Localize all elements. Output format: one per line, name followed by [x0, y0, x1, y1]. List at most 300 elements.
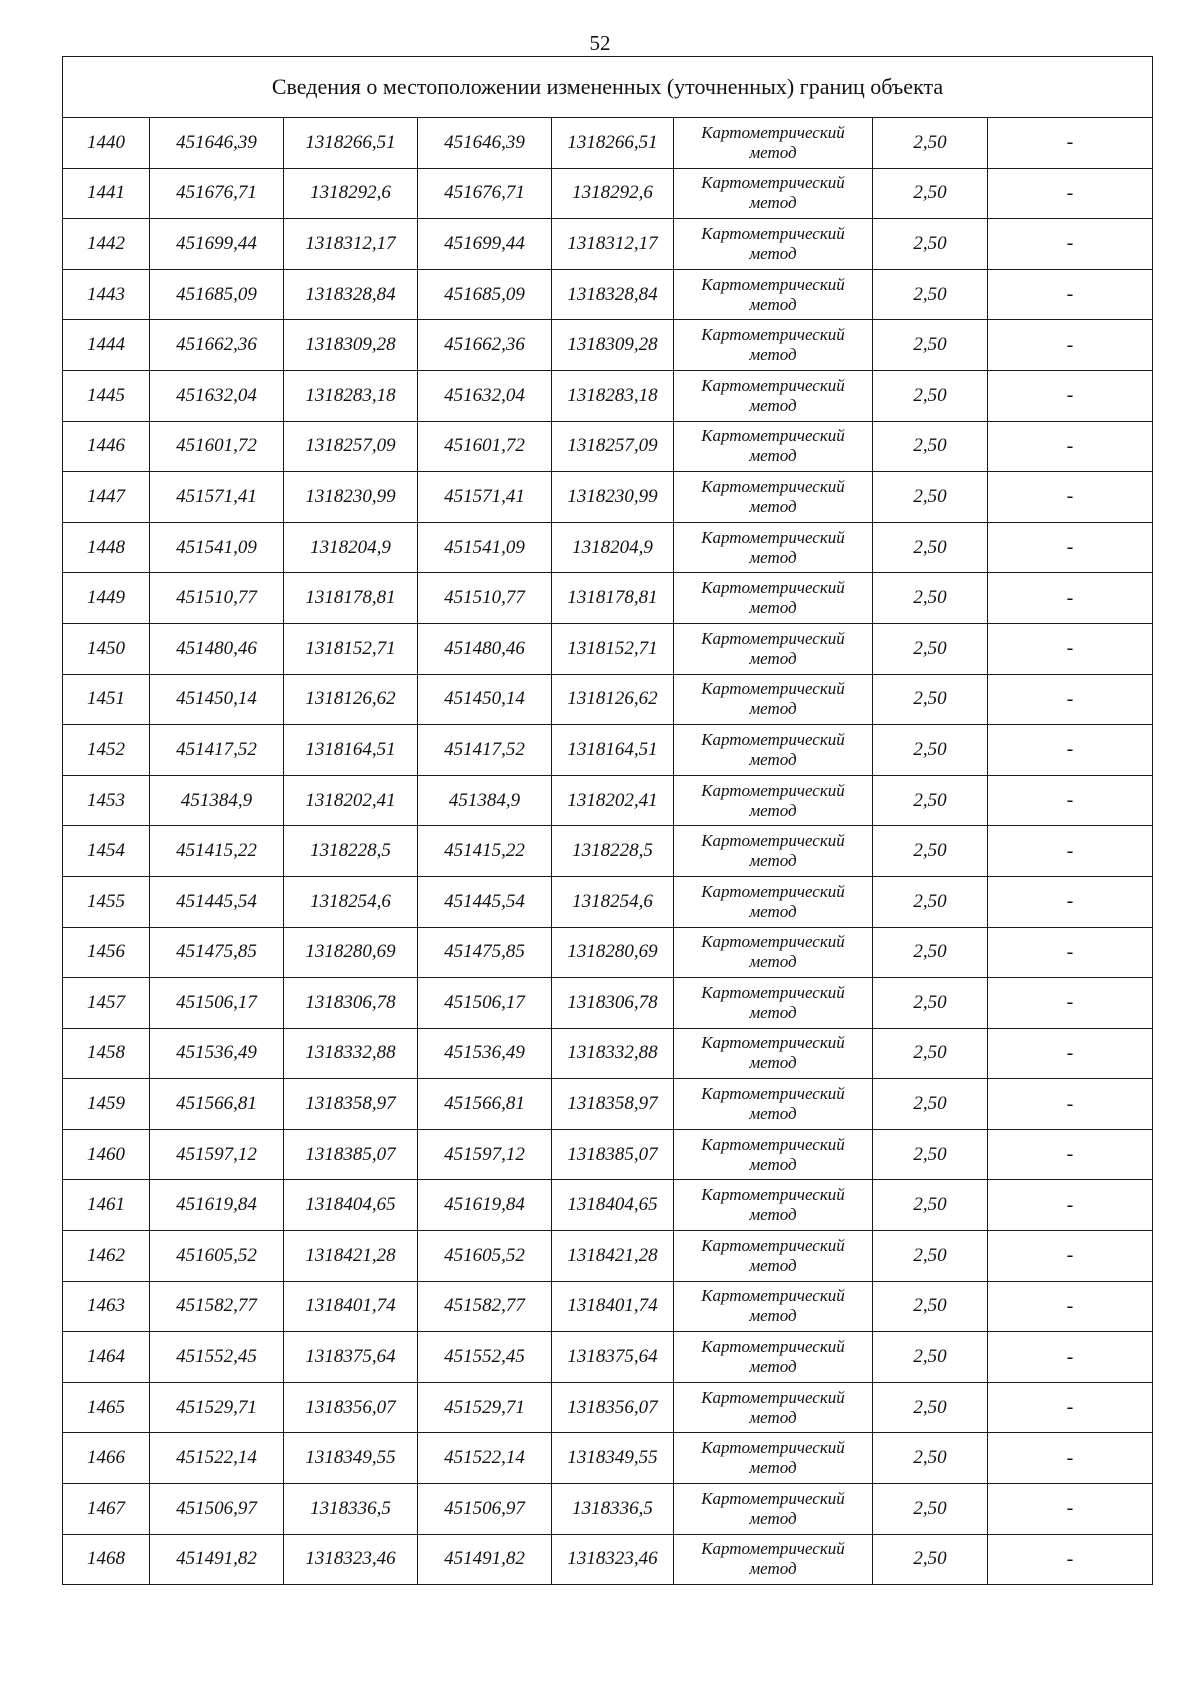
- existing-x-cell: 451384,9: [150, 775, 284, 826]
- accuracy-cell: 2,50: [873, 1484, 988, 1535]
- method-line1: Картометрический: [701, 1033, 845, 1053]
- method-line2: метод: [749, 1306, 797, 1326]
- accuracy-cell: 2,50: [873, 168, 988, 219]
- updated-x-cell: 451510,77: [418, 573, 552, 624]
- note-cell: -: [988, 573, 1153, 624]
- method-line2: метод: [749, 1559, 797, 1579]
- note-cell: -: [988, 522, 1153, 573]
- method-cell: [674, 522, 873, 573]
- accuracy-cell: 2,50: [873, 1129, 988, 1180]
- existing-x-cell: 451646,39: [150, 118, 284, 169]
- accuracy-cell: 2,50: [873, 573, 988, 624]
- method-line2: метод: [749, 1255, 797, 1275]
- method-line2: метод: [749, 800, 797, 820]
- method-line2: метод: [749, 142, 797, 162]
- existing-x-cell: 451491,82: [150, 1534, 284, 1585]
- method-line1: Картометрический: [701, 1185, 845, 1205]
- accuracy-cell: 2,50: [873, 674, 988, 725]
- method-line1: Картометрический: [701, 1084, 845, 1104]
- method-cell: [674, 725, 873, 776]
- updated-y-cell: 1318312,17: [552, 219, 674, 270]
- accuracy-cell: 2,50: [873, 1028, 988, 1079]
- existing-x-cell: 451597,12: [150, 1129, 284, 1180]
- note-cell: -: [988, 1433, 1153, 1484]
- updated-y-cell: 1318266,51: [552, 118, 674, 169]
- updated-x-cell: 451552,45: [418, 1332, 552, 1383]
- existing-x-cell: 451619,84: [150, 1180, 284, 1231]
- method-line2: метод: [749, 294, 797, 314]
- existing-x-cell: 451699,44: [150, 219, 284, 270]
- point-number-cell: 1467: [63, 1484, 150, 1535]
- existing-x-cell: 451541,09: [150, 522, 284, 573]
- existing-y-cell: 1318336,5: [284, 1484, 418, 1535]
- updated-x-cell: 451632,04: [418, 370, 552, 421]
- point-number-cell: 1448: [63, 522, 150, 573]
- existing-x-cell: 451552,45: [150, 1332, 284, 1383]
- method-line2: метод: [749, 1357, 797, 1377]
- method-line2: метод: [749, 1104, 797, 1124]
- method-line1: Картометрический: [701, 325, 845, 345]
- accuracy-cell: 2,50: [873, 522, 988, 573]
- updated-y-cell: 1318204,9: [552, 522, 674, 573]
- accuracy-cell: 2,50: [873, 1534, 988, 1585]
- accuracy-cell: 2,50: [873, 320, 988, 371]
- updated-x-cell: 451601,72: [418, 421, 552, 472]
- existing-x-cell: 451522,14: [150, 1433, 284, 1484]
- existing-x-cell: 451529,71: [150, 1382, 284, 1433]
- note-cell: -: [988, 725, 1153, 776]
- method-cell: [674, 674, 873, 725]
- existing-y-cell: 1318349,55: [284, 1433, 418, 1484]
- updated-y-cell: 1318152,71: [552, 623, 674, 674]
- method-cell: [674, 876, 873, 927]
- existing-y-cell: 1318204,9: [284, 522, 418, 573]
- method-line2: метод: [749, 1407, 797, 1427]
- method-cell: [674, 978, 873, 1029]
- point-number-cell: 1445: [63, 370, 150, 421]
- existing-y-cell: 1318292,6: [284, 168, 418, 219]
- table-row: [63, 573, 1153, 624]
- existing-x-cell: 451445,54: [150, 876, 284, 927]
- existing-y-cell: 1318421,28: [284, 1231, 418, 1282]
- existing-x-cell: 451632,04: [150, 370, 284, 421]
- accuracy-cell: 2,50: [873, 421, 988, 472]
- accuracy-cell: 2,50: [873, 1079, 988, 1130]
- updated-x-cell: 451699,44: [418, 219, 552, 270]
- note-cell: -: [988, 370, 1153, 421]
- note-cell: -: [988, 269, 1153, 320]
- updated-y-cell: 1318358,97: [552, 1079, 674, 1130]
- table-row: [63, 1281, 1153, 1332]
- existing-y-cell: 1318404,65: [284, 1180, 418, 1231]
- updated-y-cell: 1318349,55: [552, 1433, 674, 1484]
- point-number-cell: 1465: [63, 1382, 150, 1433]
- note-cell: -: [988, 1028, 1153, 1079]
- updated-y-cell: 1318178,81: [552, 573, 674, 624]
- updated-y-cell: 1318306,78: [552, 978, 674, 1029]
- method-line2: метод: [749, 1002, 797, 1022]
- existing-y-cell: 1318164,51: [284, 725, 418, 776]
- updated-x-cell: 451475,85: [418, 927, 552, 978]
- point-number-cell: 1468: [63, 1534, 150, 1585]
- method-cell: [674, 118, 873, 169]
- existing-y-cell: 1318358,97: [284, 1079, 418, 1130]
- updated-y-cell: 1318254,6: [552, 876, 674, 927]
- existing-x-cell: 451506,97: [150, 1484, 284, 1535]
- method-line2: метод: [749, 1458, 797, 1478]
- method-line1: Картометрический: [701, 1539, 845, 1559]
- accuracy-cell: 2,50: [873, 472, 988, 523]
- updated-x-cell: 451597,12: [418, 1129, 552, 1180]
- table-row: [63, 472, 1153, 523]
- table-row: [63, 269, 1153, 320]
- accuracy-cell: 2,50: [873, 118, 988, 169]
- point-number-cell: 1464: [63, 1332, 150, 1383]
- table-body: [63, 118, 1153, 1585]
- accuracy-cell: 2,50: [873, 269, 988, 320]
- existing-y-cell: 1318202,41: [284, 775, 418, 826]
- method-line2: метод: [749, 193, 797, 213]
- updated-x-cell: 451541,09: [418, 522, 552, 573]
- note-cell: -: [988, 1129, 1153, 1180]
- method-line1: Картометрический: [701, 1235, 845, 1255]
- note-cell: -: [988, 1534, 1153, 1585]
- existing-y-cell: 1318323,46: [284, 1534, 418, 1585]
- method-line1: Картометрический: [701, 578, 845, 598]
- method-cell: [674, 1231, 873, 1282]
- existing-x-cell: 451480,46: [150, 623, 284, 674]
- updated-y-cell: 1318292,6: [552, 168, 674, 219]
- existing-x-cell: 451676,71: [150, 168, 284, 219]
- updated-x-cell: 451619,84: [418, 1180, 552, 1231]
- table-row: [63, 168, 1153, 219]
- point-number-cell: 1451: [63, 674, 150, 725]
- method-line2: метод: [749, 598, 797, 618]
- method-cell: [674, 1028, 873, 1079]
- accuracy-cell: 2,50: [873, 1433, 988, 1484]
- note-cell: -: [988, 1180, 1153, 1231]
- method-line1: Картометрический: [701, 1387, 845, 1407]
- existing-x-cell: 451566,81: [150, 1079, 284, 1130]
- note-cell: -: [988, 623, 1153, 674]
- method-line1: Картометрический: [701, 780, 845, 800]
- method-line2: метод: [749, 1205, 797, 1225]
- existing-y-cell: 1318283,18: [284, 370, 418, 421]
- table-row: [63, 1028, 1153, 1079]
- updated-y-cell: 1318404,65: [552, 1180, 674, 1231]
- note-cell: -: [988, 978, 1153, 1029]
- table-row: [63, 1433, 1153, 1484]
- updated-x-cell: 451536,49: [418, 1028, 552, 1079]
- method-cell: [674, 472, 873, 523]
- method-line1: Картометрический: [701, 1134, 845, 1154]
- method-line1: Картометрический: [701, 729, 845, 749]
- method-line2: метод: [749, 547, 797, 567]
- updated-x-cell: 451445,54: [418, 876, 552, 927]
- method-line1: Картометрический: [701, 1488, 845, 1508]
- existing-x-cell: 451510,77: [150, 573, 284, 624]
- note-cell: -: [988, 1382, 1153, 1433]
- accuracy-cell: 2,50: [873, 775, 988, 826]
- boundary-coordinates-table: [62, 56, 1153, 1585]
- existing-x-cell: 451417,52: [150, 725, 284, 776]
- point-number-cell: 1453: [63, 775, 150, 826]
- point-number-cell: 1457: [63, 978, 150, 1029]
- existing-y-cell: 1318257,09: [284, 421, 418, 472]
- method-line1: Картометрический: [701, 1438, 845, 1458]
- point-number-cell: 1456: [63, 927, 150, 978]
- existing-x-cell: 451662,36: [150, 320, 284, 371]
- table-row: [63, 522, 1153, 573]
- updated-x-cell: 451582,77: [418, 1281, 552, 1332]
- method-cell: [674, 1180, 873, 1231]
- accuracy-cell: 2,50: [873, 1231, 988, 1282]
- method-cell: [674, 1433, 873, 1484]
- method-cell: [674, 1079, 873, 1130]
- updated-y-cell: 1318375,64: [552, 1332, 674, 1383]
- method-line2: метод: [749, 496, 797, 516]
- updated-y-cell: 1318323,46: [552, 1534, 674, 1585]
- existing-x-cell: 451506,17: [150, 978, 284, 1029]
- point-number-cell: 1462: [63, 1231, 150, 1282]
- note-cell: -: [988, 472, 1153, 523]
- method-line1: Картометрический: [701, 881, 845, 901]
- method-line1: Картометрический: [701, 932, 845, 952]
- updated-y-cell: 1318280,69: [552, 927, 674, 978]
- updated-y-cell: 1318228,5: [552, 826, 674, 877]
- method-line1: Картометрический: [701, 628, 845, 648]
- method-line2: метод: [749, 243, 797, 263]
- method-cell: [674, 1129, 873, 1180]
- table-row: [63, 219, 1153, 270]
- method-cell: [674, 573, 873, 624]
- method-cell: [674, 775, 873, 826]
- accuracy-cell: 2,50: [873, 219, 988, 270]
- accuracy-cell: 2,50: [873, 1180, 988, 1231]
- existing-y-cell: 1318332,88: [284, 1028, 418, 1079]
- existing-y-cell: 1318328,84: [284, 269, 418, 320]
- method-line2: метод: [749, 395, 797, 415]
- method-cell: [674, 1281, 873, 1332]
- method-line2: метод: [749, 648, 797, 668]
- note-cell: -: [988, 826, 1153, 877]
- accuracy-cell: 2,50: [873, 1382, 988, 1433]
- existing-x-cell: 451605,52: [150, 1231, 284, 1282]
- method-line1: Картометрический: [701, 831, 845, 851]
- updated-x-cell: 451417,52: [418, 725, 552, 776]
- updated-x-cell: 451646,39: [418, 118, 552, 169]
- point-number-cell: 1461: [63, 1180, 150, 1231]
- updated-y-cell: 1318257,09: [552, 421, 674, 472]
- existing-x-cell: 451415,22: [150, 826, 284, 877]
- existing-y-cell: 1318266,51: [284, 118, 418, 169]
- note-cell: -: [988, 674, 1153, 725]
- updated-x-cell: 451571,41: [418, 472, 552, 523]
- method-line2: метод: [749, 901, 797, 921]
- updated-x-cell: 451566,81: [418, 1079, 552, 1130]
- note-cell: -: [988, 1484, 1153, 1535]
- updated-x-cell: 451662,36: [418, 320, 552, 371]
- updated-y-cell: 1318283,18: [552, 370, 674, 421]
- point-number-cell: 1447: [63, 472, 150, 523]
- updated-y-cell: 1318336,5: [552, 1484, 674, 1535]
- updated-x-cell: 451506,17: [418, 978, 552, 1029]
- method-cell: [674, 1534, 873, 1585]
- accuracy-cell: 2,50: [873, 978, 988, 1029]
- point-number-cell: 1459: [63, 1079, 150, 1130]
- method-line2: метод: [749, 1508, 797, 1528]
- method-cell: [674, 421, 873, 472]
- method-cell: [674, 320, 873, 371]
- existing-x-cell: 451601,72: [150, 421, 284, 472]
- existing-y-cell: 1318375,64: [284, 1332, 418, 1383]
- updated-x-cell: 451605,52: [418, 1231, 552, 1282]
- method-line2: метод: [749, 699, 797, 719]
- accuracy-cell: 2,50: [873, 623, 988, 674]
- method-line2: метод: [749, 952, 797, 972]
- updated-y-cell: 1318309,28: [552, 320, 674, 371]
- point-number-cell: 1443: [63, 269, 150, 320]
- point-number-cell: 1454: [63, 826, 150, 877]
- method-cell: [674, 1332, 873, 1383]
- method-line1: Картометрический: [701, 274, 845, 294]
- existing-y-cell: 1318126,62: [284, 674, 418, 725]
- method-line2: метод: [749, 851, 797, 871]
- updated-y-cell: 1318328,84: [552, 269, 674, 320]
- point-number-cell: 1450: [63, 623, 150, 674]
- existing-y-cell: 1318230,99: [284, 472, 418, 523]
- method-line1: Картометрический: [701, 476, 845, 496]
- existing-x-cell: 451475,85: [150, 927, 284, 978]
- point-number-cell: 1442: [63, 219, 150, 270]
- point-number-cell: 1449: [63, 573, 150, 624]
- accuracy-cell: 2,50: [873, 1281, 988, 1332]
- updated-y-cell: 1318385,07: [552, 1129, 674, 1180]
- method-line1: Картометрический: [701, 122, 845, 142]
- updated-y-cell: 1318164,51: [552, 725, 674, 776]
- existing-x-cell: 451536,49: [150, 1028, 284, 1079]
- updated-x-cell: 451384,9: [418, 775, 552, 826]
- existing-y-cell: 1318178,81: [284, 573, 418, 624]
- accuracy-cell: 2,50: [873, 876, 988, 927]
- table-row: [63, 1484, 1153, 1535]
- note-cell: -: [988, 927, 1153, 978]
- existing-x-cell: 451571,41: [150, 472, 284, 523]
- table-row: [63, 978, 1153, 1029]
- existing-y-cell: 1318152,71: [284, 623, 418, 674]
- table-row: [63, 118, 1153, 169]
- point-number-cell: 1455: [63, 876, 150, 927]
- table-row: [63, 1332, 1153, 1383]
- existing-x-cell: 451685,09: [150, 269, 284, 320]
- point-number-cell: 1458: [63, 1028, 150, 1079]
- existing-x-cell: 451582,77: [150, 1281, 284, 1332]
- table-row: [63, 876, 1153, 927]
- method-cell: [674, 370, 873, 421]
- note-cell: -: [988, 876, 1153, 927]
- method-line1: Картометрический: [701, 375, 845, 395]
- point-number-cell: 1440: [63, 118, 150, 169]
- updated-x-cell: 451506,97: [418, 1484, 552, 1535]
- method-cell: [674, 269, 873, 320]
- method-cell: [674, 1382, 873, 1433]
- updated-y-cell: 1318332,88: [552, 1028, 674, 1079]
- updated-y-cell: 1318421,28: [552, 1231, 674, 1282]
- method-line1: Картометрический: [701, 1286, 845, 1306]
- method-cell: [674, 1484, 873, 1535]
- note-cell: -: [988, 1231, 1153, 1282]
- existing-y-cell: 1318312,17: [284, 219, 418, 270]
- note-cell: -: [988, 1281, 1153, 1332]
- updated-y-cell: 1318356,07: [552, 1382, 674, 1433]
- table-row: [63, 826, 1153, 877]
- updated-x-cell: 451522,14: [418, 1433, 552, 1484]
- updated-x-cell: 451676,71: [418, 168, 552, 219]
- method-line1: Картометрический: [701, 223, 845, 243]
- method-line1: Картометрический: [701, 173, 845, 193]
- existing-y-cell: 1318228,5: [284, 826, 418, 877]
- note-cell: -: [988, 421, 1153, 472]
- existing-y-cell: 1318356,07: [284, 1382, 418, 1433]
- method-cell: [674, 826, 873, 877]
- method-cell: [674, 623, 873, 674]
- table-row: [63, 775, 1153, 826]
- page-number: 52: [589, 31, 611, 55]
- updated-x-cell: 451491,82: [418, 1534, 552, 1585]
- accuracy-cell: 2,50: [873, 927, 988, 978]
- updated-y-cell: 1318401,74: [552, 1281, 674, 1332]
- table-row: [63, 725, 1153, 776]
- existing-y-cell: 1318309,28: [284, 320, 418, 371]
- method-line1: Картометрический: [701, 1337, 845, 1357]
- method-cell: [674, 927, 873, 978]
- method-line1: Картометрический: [701, 982, 845, 1002]
- updated-y-cell: 1318202,41: [552, 775, 674, 826]
- accuracy-cell: 2,50: [873, 826, 988, 877]
- point-number-cell: 1463: [63, 1281, 150, 1332]
- updated-x-cell: 451529,71: [418, 1382, 552, 1433]
- point-number-cell: 1441: [63, 168, 150, 219]
- point-number-cell: 1452: [63, 725, 150, 776]
- accuracy-cell: 2,50: [873, 1332, 988, 1383]
- existing-y-cell: 1318306,78: [284, 978, 418, 1029]
- updated-y-cell: 1318230,99: [552, 472, 674, 523]
- method-line1: Картометрический: [701, 679, 845, 699]
- method-line2: метод: [749, 446, 797, 466]
- table-row: [63, 1079, 1153, 1130]
- table-row: [63, 1534, 1153, 1585]
- note-cell: -: [988, 320, 1153, 371]
- method-line2: метод: [749, 749, 797, 769]
- note-cell: -: [988, 775, 1153, 826]
- table-row: [63, 1129, 1153, 1180]
- updated-x-cell: 451685,09: [418, 269, 552, 320]
- existing-x-cell: 451450,14: [150, 674, 284, 725]
- method-cell: [674, 219, 873, 270]
- table-row: [63, 674, 1153, 725]
- point-number-cell: 1446: [63, 421, 150, 472]
- method-line1: Картометрический: [701, 527, 845, 547]
- accuracy-cell: 2,50: [873, 370, 988, 421]
- updated-x-cell: 451480,46: [418, 623, 552, 674]
- table-row: [63, 1180, 1153, 1231]
- table-row: [63, 623, 1153, 674]
- table-row: [63, 1231, 1153, 1282]
- existing-y-cell: 1318401,74: [284, 1281, 418, 1332]
- updated-y-cell: 1318126,62: [552, 674, 674, 725]
- accuracy-cell: 2,50: [873, 725, 988, 776]
- table-row: [63, 320, 1153, 371]
